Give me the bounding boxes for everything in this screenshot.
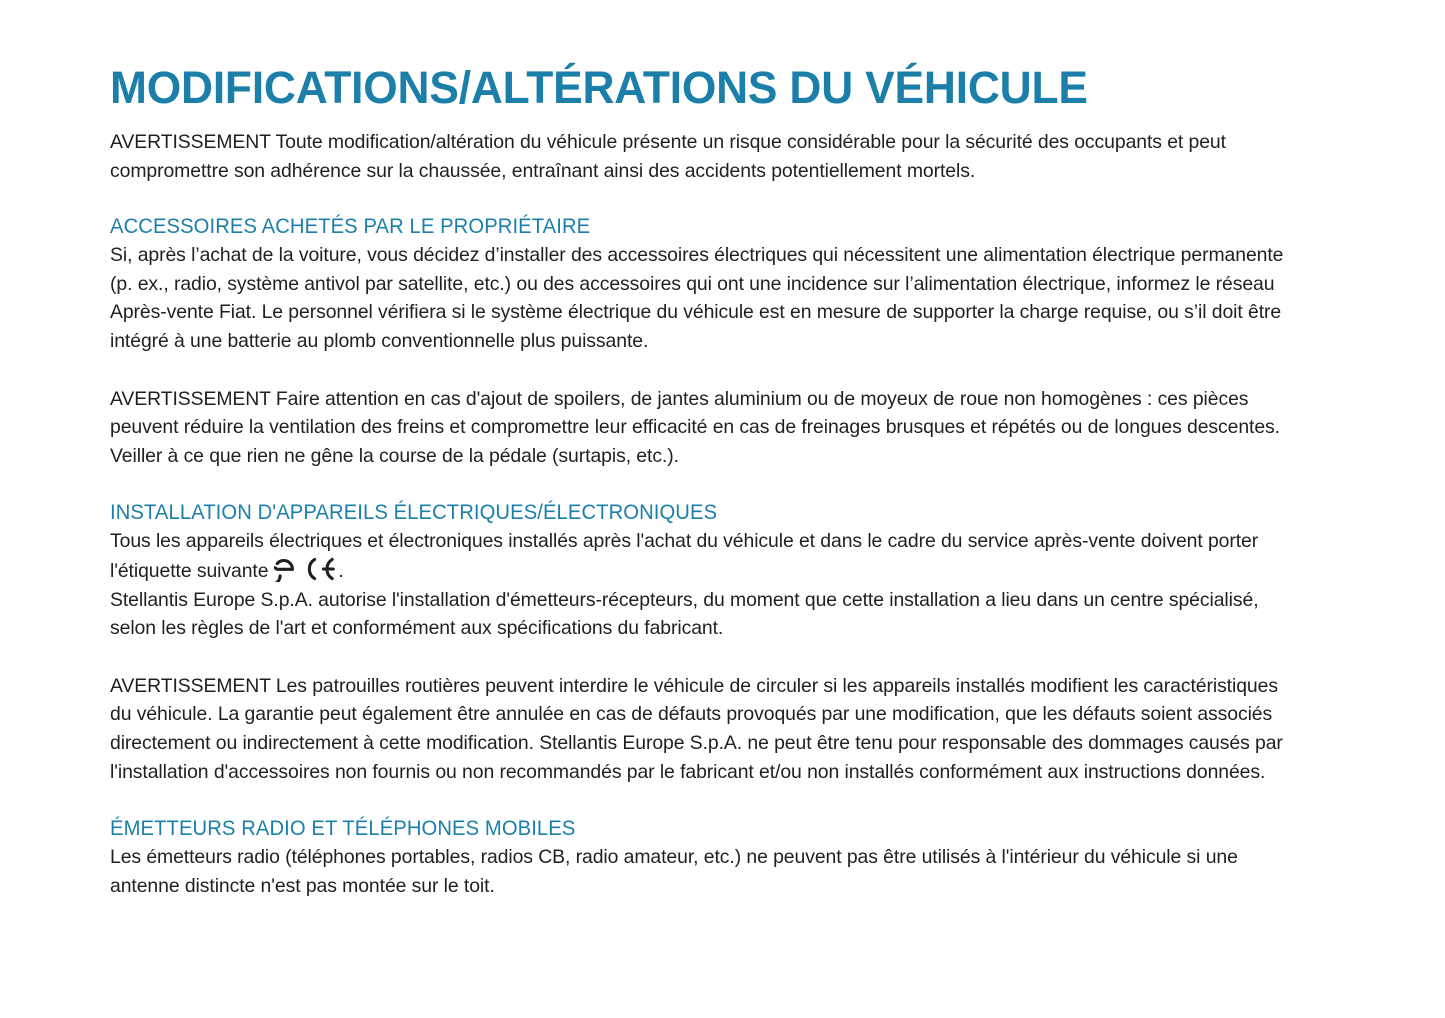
section-heading-accessoires: ACCESSOIRES ACHETÉS PAR LE PROPRIÉTAIRE — [110, 214, 591, 239]
spacer — [110, 356, 1297, 385]
section-emetteurs-paragraph-1: Les émetteurs radio (téléphones portables, radios CB, radio amateur, etc.) ne peuvent pas être utilisés à l'intérieur du véhicule si une antenne distincte n'est pas montée sur le toit. — [110, 846, 1238, 897]
section-accessoires-paragraph-2: AVERTISSEMENT Faire attention en cas d'ajout de spoilers, de jantes aluminium ou de moyeux de roue non homogènes : ces pièces peuvent réduire la ventilation des freins et compromettre leur efficacité en cas de freinages brusques et répétés ou de longues descentes. Veiller à ce que rien ne gêne la course de la pédale (surtapis, etc.). — [110, 387, 1280, 467]
spacer — [110, 470, 1297, 499]
spacer — [110, 643, 1297, 672]
label-text-after-marks: . — [338, 559, 344, 582]
section-heading-installation: INSTALLATION D'APPAREILS ÉLECTRIQUES/ÉLECTRONIQUES — [110, 500, 718, 525]
label-text-before-marks: Tous les appareils électriques et électroniques installés après l'achat du véhicule et dans le cadre du service après-vente doivent porter l'étiquette suivante — [110, 530, 1259, 582]
page-title: MODIFICATIONS/ALTÉRATIONS DU VÉHICULE — [110, 62, 1088, 113]
spacer — [110, 786, 1297, 815]
intro-warning-paragraph: AVERTISSEMENT Toute modification/altération du véhicule présente un risque considérable pour la sécurité des occupants et peut compromettre son adhérence sur la chaussée, entraînant ainsi des accidents potentiellement mortels. — [110, 131, 1226, 182]
section-installation-paragraph-2: AVERTISSEMENT Les patrouilles routières peuvent interdire le véhicule de circuler si les appareils installés modifient les caractéristiques du véhicule. La garantie peut également être annulée en cas de défauts provoqués par une modification, que les défauts soient associés directement ou indirectement à cette modification. Stellantis Europe S.p.A. ne peut être tenu pour responsable des dommages causés par l'installation d'accessoires non fournis ou non recommandés par le fabricant et/ou non installés conformément aux instructions données. — [110, 674, 1283, 783]
section-heading-emetteurs: ÉMETTEURS RADIO ET TÉLÉPHONES MOBILES — [110, 816, 576, 841]
e-mark-icon — [274, 560, 292, 581]
section-accessoires-paragraph-1: Si, après l’achat de la voiture, vous décidez d’installer des accessoires électriques qui nécessitent une alimentation électrique permanente (p. ex., radio, système antivol par satellite, etc.) ou des accessoires qui ont une incidence sur l’alimentation électrique, informez le réseau Après-vente Fiat. Le personnel vérifiera si le système électrique du véhicule est en mesure de supporter la charge requise, ou s’il doit être intégré à une batterie au plomb conventionnelle plus puissante. — [110, 244, 1284, 352]
ce-mark-icon — [310, 559, 334, 578]
section-installation-label-paragraph — [110, 527, 1297, 585]
conformity-marks-group — [274, 556, 336, 582]
spacer — [110, 185, 1297, 213]
section-installation-paragraph-1: Stellantis Europe S.p.A. autorise l'installation d'émetteurs-récepteurs, du moment que cette installation a lieu dans un centre spécialisé, selon les règles de l'art et conformément aux spécifications du fabricant. — [110, 588, 1259, 640]
